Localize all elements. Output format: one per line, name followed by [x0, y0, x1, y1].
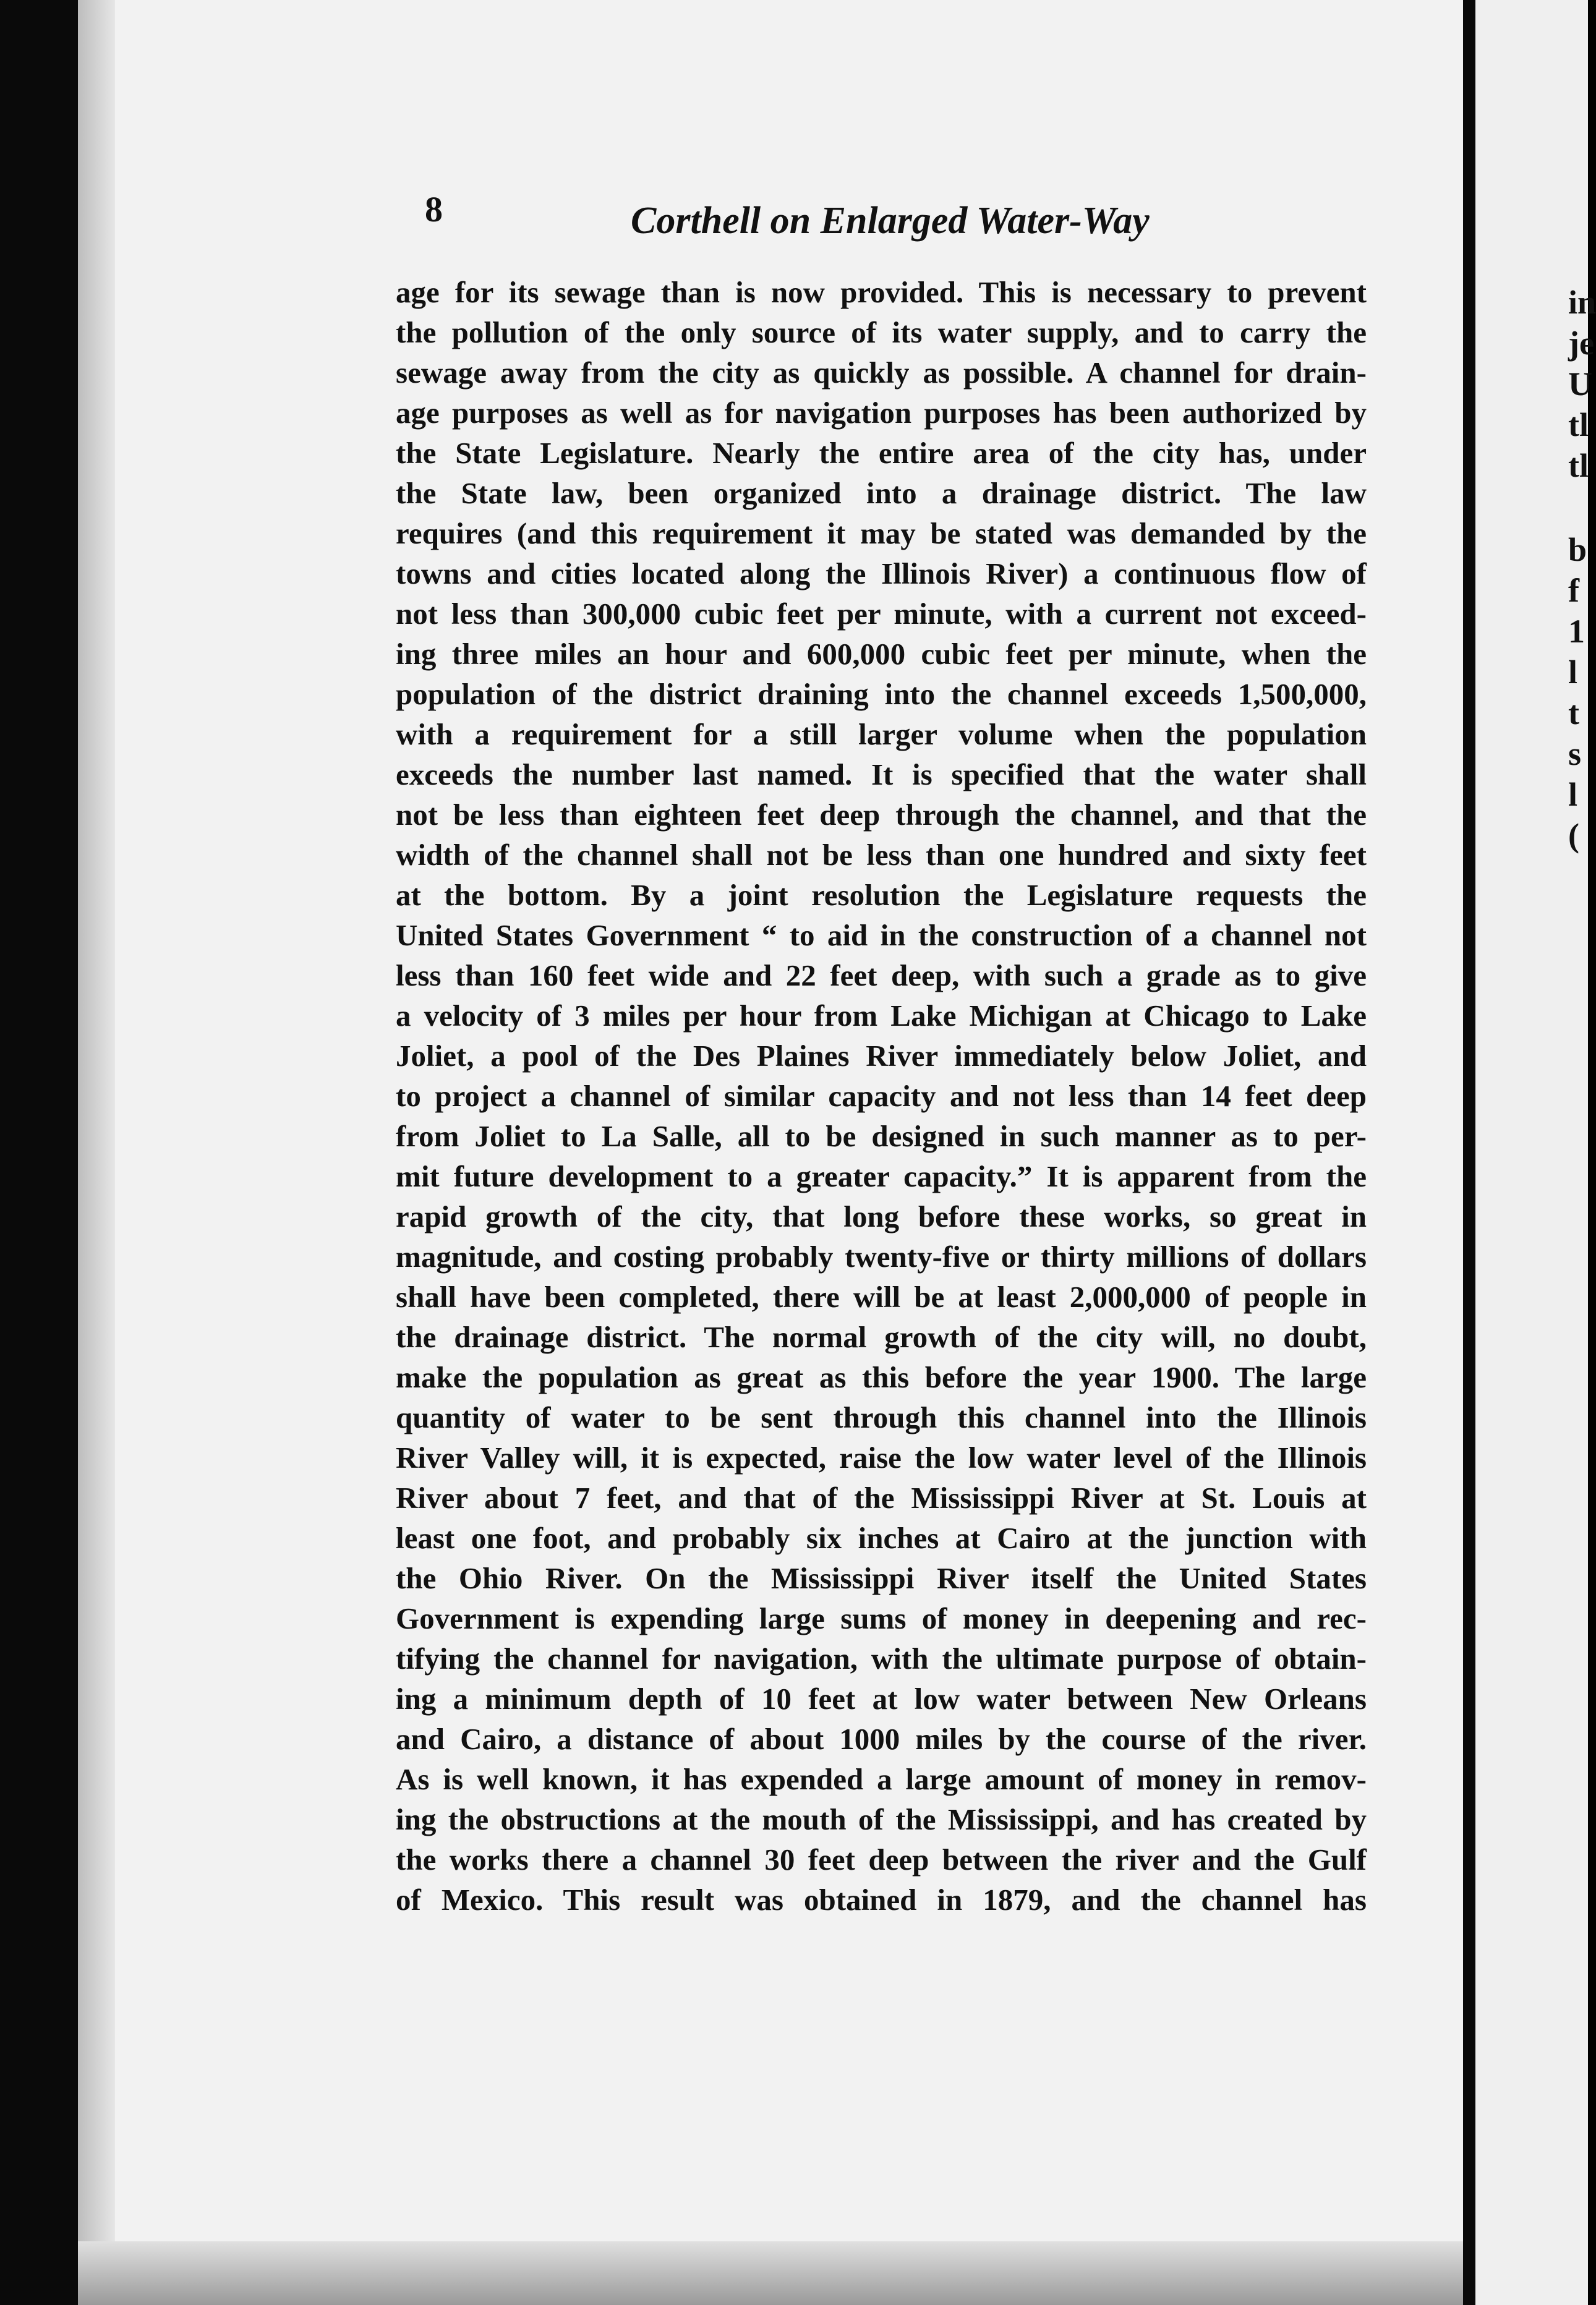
facing-text-fragment: tl: [1568, 406, 1589, 443]
text-line: quantity of water to be sent through this channel into the Illinois: [396, 1400, 1367, 1434]
facing-text-fragment: l: [1568, 654, 1578, 691]
text-line: As is well known, it has expended a large amount of money in remov-: [396, 1762, 1367, 1796]
text-line: Government is expending large sums of money in deepening and rec-: [396, 1601, 1367, 1635]
text-line: sewage away from the city as quickly as possible. A channel for drain-: [396, 356, 1367, 390]
text-line: the pollution of the only source of its water supply, and to carry the: [396, 315, 1367, 349]
facing-text-fragment: U: [1568, 365, 1592, 403]
facing-text-fragment: tl: [1568, 447, 1589, 484]
facing-text-fragment: l: [1568, 776, 1578, 813]
text-line: not be less than eighteen feet deep through the channel, and that the: [396, 798, 1367, 832]
text-line: to project a channel of similar capacity and not less than 14 feet deep: [396, 1079, 1367, 1113]
facing-text-fragment: 1: [1568, 613, 1585, 650]
text-line: towns and cities located along the Illinois River) a continuous flow of: [396, 556, 1367, 590]
text-line: the drainage district. The normal growth of the city will, no doubt,: [396, 1320, 1367, 1354]
facing-text-fragment: je: [1568, 325, 1594, 362]
text-line: not less than 300,000 cubic feet per minute, with a current not exceed-: [396, 597, 1367, 631]
text-line: width of the channel shall not be less than one hundred and sixty feet: [396, 838, 1367, 872]
facing-text-fragment: in: [1568, 284, 1596, 321]
text-line: the works there a channel 30 feet deep between the river and the Gulf: [396, 1843, 1367, 1877]
text-line: ing three miles an hour and 600,000 cubic feet per minute, when the: [396, 637, 1367, 671]
binding-gutter: [78, 0, 115, 2305]
page-bottom-shadow: [78, 2241, 1463, 2305]
text-line: United States Government “ to aid in the construction of a channel not: [396, 918, 1367, 952]
scan-border-left: [0, 0, 78, 2305]
text-line: age for its sewage than is now provided. This is necessary to prevent: [396, 275, 1367, 309]
facing-text-fragment: f: [1568, 572, 1579, 609]
text-line: River about 7 feet, and that of the Mississippi River at St. Louis at: [396, 1481, 1367, 1515]
text-line: requires (and this requirement it may be stated was demanded by the: [396, 516, 1367, 550]
text-line: the State law, been organized into a drainage district. The law: [396, 476, 1367, 510]
text-line: rapid growth of the city, that long before these works, so great in: [396, 1199, 1367, 1233]
text-line: make the population as great as this before the year 1900. The large: [396, 1360, 1367, 1394]
text-line: the Ohio River. On the Mississippi River itself the United States: [396, 1561, 1367, 1595]
text-line: population of the district draining into the channel exceeds 1,500,000,: [396, 677, 1367, 711]
text-line: the State Legislature. Nearly the entire area of the city has, under: [396, 436, 1367, 470]
text-line: tifying the channel for navigation, with the ultimate purpose of obtain-: [396, 1642, 1367, 1676]
text-line: age purposes as well as for navigation purposes has been authorized by: [396, 396, 1367, 430]
text-line: least one foot, and probably six inches at Cairo at the junction with: [396, 1521, 1367, 1555]
text-line: exceeds the number last named. It is specified that the water shall: [396, 757, 1367, 791]
text-line: ing the obstructions at the mouth of the Mississippi, and has created by: [396, 1802, 1367, 1836]
page-number: 8: [425, 189, 443, 229]
text-line: with a requirement for a still larger volume when the population: [396, 717, 1367, 751]
text-line: of Mexico. This result was obtained in 1879, and the channel has: [396, 1883, 1367, 1917]
text-line: a velocity of 3 miles per hour from Lake Michigan at Chicago to Lake: [396, 999, 1367, 1033]
text-line: at the bottom. By a joint resolution the Legislature requests the: [396, 878, 1367, 912]
facing-text-fragment: t: [1568, 694, 1579, 731]
text-line: shall have been completed, there will be at least 2,000,000 of people in: [396, 1280, 1367, 1314]
facing-text-fragment: (: [1568, 817, 1579, 854]
text-line: less than 160 feet wide and 22 feet deep, with such a grade as to give: [396, 958, 1367, 992]
text-line: mit future development to a greater capacity.” It is apparent from the: [396, 1159, 1367, 1193]
page-divider: [1463, 0, 1475, 2305]
text-line: Joliet, a pool of the Des Plaines River immediately below Joliet, and: [396, 1039, 1367, 1073]
text-line: ing a minimum depth of 10 feet at low water between New Orleans: [396, 1682, 1367, 1716]
facing-text-fragment: s: [1568, 735, 1582, 772]
body-text: [396, 272, 1367, 1920]
text-line: River Valley will, it is expected, raise the low water level of the Illinois: [396, 1441, 1367, 1475]
text-line: magnitude, and costing probably twenty-five or thirty millions of dollars: [396, 1240, 1367, 1274]
text-line: from Joliet to La Salle, all to be designed in such manner as to per-: [396, 1119, 1367, 1153]
facing-text-fragment: b: [1568, 531, 1587, 568]
running-head: Corthell on Enlarged Water-Way: [631, 200, 1150, 242]
facing-page-fragment: [1475, 0, 1596, 2305]
text-line: and Cairo, a distance of about 1000 miles by the course of the river.: [396, 1722, 1367, 1756]
